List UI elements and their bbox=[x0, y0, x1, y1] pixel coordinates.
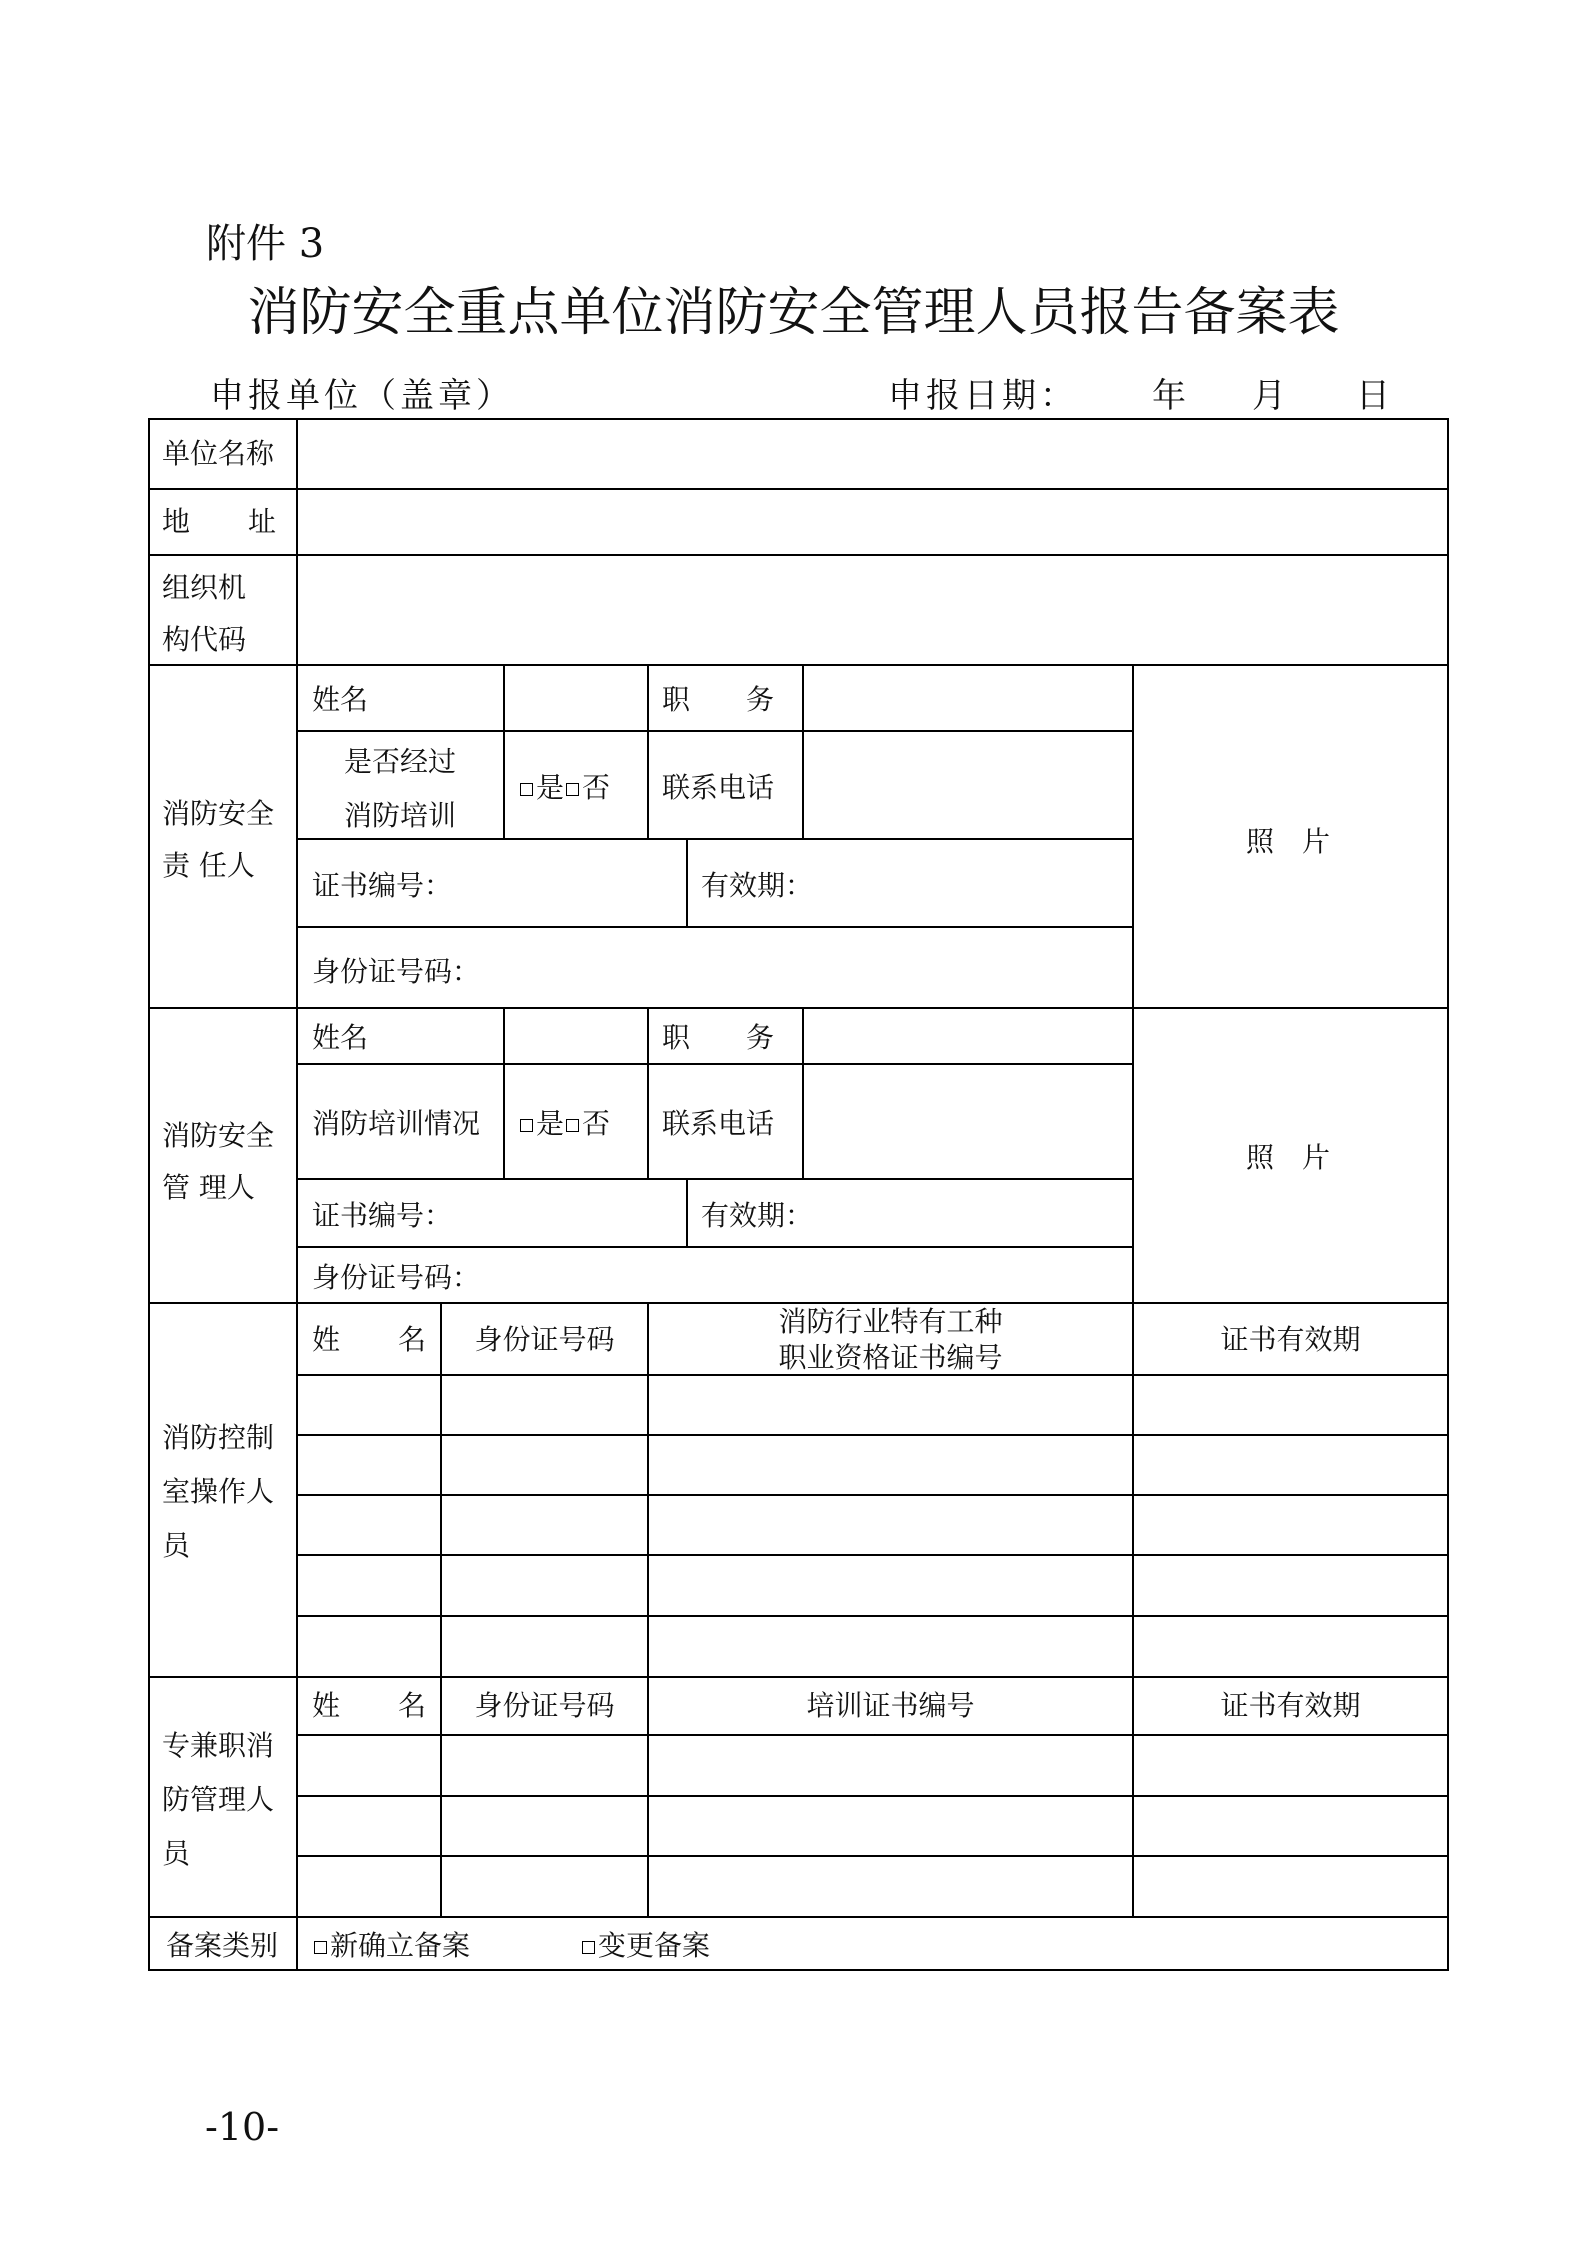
control-name-header-b: 名 bbox=[398, 1323, 427, 1356]
day-label: 日 bbox=[1356, 376, 1390, 416]
control-group-label-1: 消防控制 bbox=[162, 1421, 275, 1454]
column-divider bbox=[1132, 1302, 1134, 1677]
mgr-cert-no-label: 证书编号： bbox=[312, 1199, 453, 1232]
page-number: -10- bbox=[205, 2105, 280, 2149]
column-divider bbox=[802, 1007, 804, 1179]
row-divider bbox=[296, 1554, 1448, 1556]
row-divider bbox=[148, 1676, 1449, 1678]
row-divider bbox=[296, 1434, 1448, 1436]
control-validity-header: 证书有效期 bbox=[1220, 1323, 1361, 1356]
resp-cert-no-label: 证书编号： bbox=[312, 869, 453, 902]
column-divider bbox=[503, 1007, 505, 1179]
mgr-duty-label-a: 职 bbox=[662, 1021, 691, 1054]
unit-name-label: 单位名称 bbox=[162, 437, 275, 470]
address-label-b: 址 bbox=[248, 505, 277, 538]
control-name-header-a: 姓 bbox=[312, 1323, 341, 1356]
mgr-photo-placeholder: 照 片 bbox=[1246, 1141, 1331, 1174]
column-divider bbox=[1132, 1007, 1134, 1303]
resp-id-no-label: 身份证号码： bbox=[312, 955, 481, 988]
parttime-name-header-a: 姓 bbox=[312, 1689, 341, 1722]
row-divider bbox=[148, 664, 1449, 666]
table-border bbox=[148, 1969, 1449, 1971]
org-code-label-2: 构代码 bbox=[162, 623, 247, 656]
resp-duty-label-a: 职 bbox=[662, 683, 691, 716]
resp-group-label-2: 责 任人 bbox=[162, 849, 255, 882]
table-border bbox=[1447, 418, 1449, 1971]
control-id-header: 身份证号码 bbox=[474, 1323, 615, 1356]
yes-option-label: 是 bbox=[536, 771, 565, 804]
row-divider bbox=[148, 1007, 1449, 1009]
yes-checkbox[interactable] bbox=[520, 783, 533, 796]
row-divider bbox=[296, 1734, 1448, 1736]
filing-form-table bbox=[148, 418, 1449, 1971]
column-divider bbox=[647, 1007, 649, 1179]
filing-type-label: 备案类别 bbox=[166, 1929, 279, 1962]
page-title: 消防安全重点单位消防安全管理人员报告备案表 bbox=[247, 283, 1340, 343]
no-checkbox[interactable] bbox=[566, 1119, 579, 1132]
mgr-training-choice[interactable] bbox=[520, 1106, 610, 1141]
control-qual-header-1: 消防行业特有工种 bbox=[778, 1305, 1003, 1338]
resp-trained-label-2: 消防培训 bbox=[344, 799, 457, 832]
mgr-training-label: 消防培训情况 bbox=[312, 1107, 481, 1140]
parttime-validity-header: 证书有效期 bbox=[1220, 1689, 1361, 1722]
row-divider bbox=[296, 1178, 1133, 1180]
resp-validity-label: 有效期： bbox=[701, 869, 814, 902]
attachment-label: 附件 3 bbox=[206, 221, 325, 267]
mgr-name-label: 姓名 bbox=[312, 1021, 369, 1054]
mgr-group-label-1: 消防安全 bbox=[162, 1119, 275, 1152]
control-group-label-3: 员 bbox=[162, 1529, 191, 1562]
change-filing-checkbox[interactable] bbox=[582, 1941, 595, 1954]
row-divider bbox=[296, 1246, 1133, 1248]
row-divider bbox=[296, 1615, 1448, 1617]
row-divider bbox=[296, 730, 1133, 732]
resp-trained-choice[interactable] bbox=[520, 770, 610, 805]
new-filing-checkbox[interactable] bbox=[314, 1941, 327, 1954]
column-divider bbox=[296, 418, 298, 1971]
row-divider bbox=[296, 838, 1133, 840]
parttime-group-label-3: 员 bbox=[162, 1837, 191, 1870]
control-qual-header-2: 职业资格证书编号 bbox=[778, 1341, 1003, 1374]
parttime-id-header: 身份证号码 bbox=[474, 1689, 615, 1722]
year-label: 年 bbox=[1152, 376, 1186, 416]
mgr-group-label-2: 管 理人 bbox=[162, 1171, 255, 1204]
resp-phone-label: 联系电话 bbox=[662, 771, 775, 804]
mgr-validity-label: 有效期： bbox=[701, 1199, 814, 1232]
column-divider bbox=[686, 838, 688, 927]
resp-duty-label-b: 务 bbox=[746, 683, 775, 716]
column-divider bbox=[503, 664, 505, 839]
report-unit-label: 申报单位（盖章） bbox=[210, 376, 514, 416]
address-label-a: 地 bbox=[162, 505, 191, 538]
row-divider bbox=[296, 1494, 1448, 1496]
filing-change-option[interactable] bbox=[582, 1928, 710, 1963]
control-group-label-2: 室操作人 bbox=[162, 1475, 275, 1508]
column-divider bbox=[647, 664, 649, 839]
filing-new-option[interactable] bbox=[314, 1928, 470, 1963]
month-label: 月 bbox=[1252, 376, 1286, 416]
column-divider bbox=[440, 1302, 442, 1677]
change-filing-label: 变更备案 bbox=[598, 1929, 711, 1962]
mgr-id-no-label: 身份证号码： bbox=[312, 1261, 481, 1294]
table-border bbox=[148, 418, 150, 1971]
yes-option-label: 是 bbox=[536, 1107, 565, 1140]
column-divider bbox=[802, 664, 804, 839]
column-divider bbox=[1132, 664, 1134, 1007]
parttime-name-header-b: 名 bbox=[398, 1689, 427, 1722]
no-option-label: 否 bbox=[582, 771, 611, 804]
parttime-group-label-1: 专兼职消 bbox=[162, 1729, 275, 1762]
new-filing-label: 新确立备案 bbox=[330, 1929, 471, 1962]
row-divider bbox=[148, 554, 1449, 556]
row-divider bbox=[296, 1795, 1448, 1797]
mgr-duty-label-b: 务 bbox=[746, 1021, 775, 1054]
resp-photo-placeholder: 照 片 bbox=[1246, 825, 1331, 858]
parttime-group-label-2: 防管理人 bbox=[162, 1783, 275, 1816]
column-divider bbox=[686, 1178, 688, 1247]
row-divider bbox=[296, 1855, 1448, 1857]
no-checkbox[interactable] bbox=[566, 783, 579, 796]
mgr-phone-label: 联系电话 bbox=[662, 1107, 775, 1140]
table-border bbox=[148, 418, 1449, 420]
parttime-cert-header: 培训证书编号 bbox=[806, 1689, 975, 1722]
resp-group-label-1: 消防安全 bbox=[162, 797, 275, 830]
resp-trained-label-1: 是否经过 bbox=[344, 745, 457, 778]
yes-checkbox[interactable] bbox=[520, 1119, 533, 1132]
row-divider bbox=[148, 1916, 1449, 1918]
row-divider bbox=[148, 488, 1449, 490]
row-divider bbox=[296, 926, 1133, 928]
report-date-label: 申报日期： bbox=[888, 376, 1078, 416]
resp-name-label: 姓名 bbox=[312, 683, 369, 716]
row-divider bbox=[296, 1063, 1133, 1065]
no-option-label: 否 bbox=[582, 1107, 611, 1140]
org-code-label-1: 组织机 bbox=[162, 571, 247, 604]
